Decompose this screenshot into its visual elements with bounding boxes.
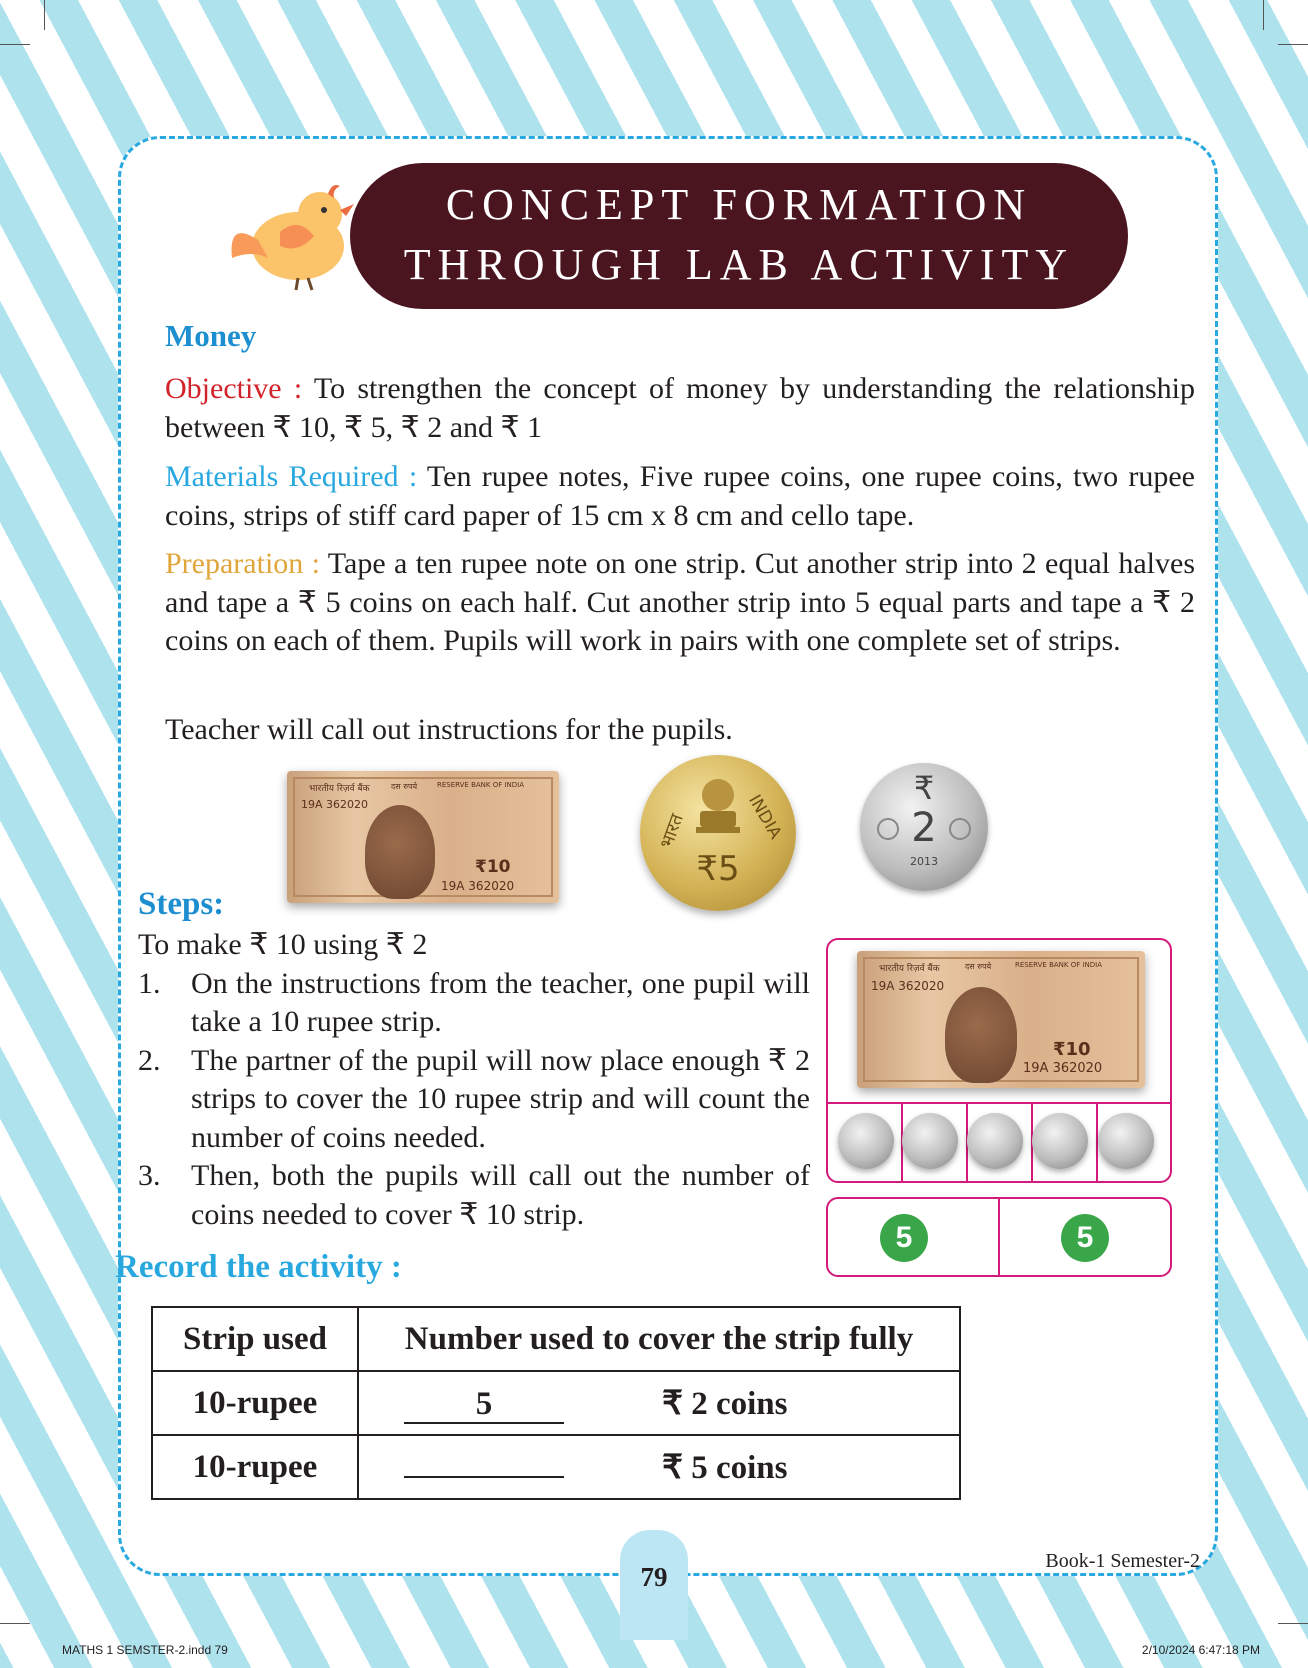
crop-mark [1278,44,1308,45]
materials-label: Materials Required : [165,460,418,493]
note-bank-english: RESERVE BANK OF INDIA [437,781,525,789]
step-item [138,1157,810,1234]
note-serial: 19A 362020 [871,979,945,993]
steps-list [138,926,810,1234]
note-bank-english: RESERVE BANK OF INDIA [1015,961,1103,969]
count-circle-left: 5 [880,1214,928,1262]
coin2-value: 2 [911,805,937,851]
coin5-right-text: INDIA [743,791,785,843]
step-text: The partner of the pupil will now place enough ₹ 2 strips to cover the 10 rupee strip and will count the number of coins needed. [191,1043,810,1154]
step-number: 2. [138,1043,161,1077]
materials-paragraph [165,458,1195,535]
count-circle-right: 5 [1061,1214,1109,1262]
materials-text: Ten rupee notes, Five rupee coins, one rupee coins, two rupee coins, strips of stiff card paper of 15 cm x 8 cm and cello tape. [165,460,1196,532]
section-heading: Money [165,318,257,353]
objective-label: Objective : [165,372,303,405]
note-value: ₹10 [475,857,511,877]
emblem-icon [692,771,744,841]
objective-text: To strengthen the concept of money by understanding the relationship between ₹ 10, ₹ 5, ₹ 2 and ₹ 1 [165,372,1195,444]
crop-mark [44,0,45,30]
note-serial: 19A 362020 [301,798,369,811]
preparation-paragraph [165,545,1195,661]
step-text: Then, both the pupils will call out the number of coins needed to cover ₹ 10 strip. [191,1159,810,1231]
step-number: 1. [138,966,161,1000]
preparation-text: Tape a ten rupee note on one strip. Cut another strip into 2 equal halves and tape a ₹ 5 coins on each half. Cut another strip into 5 equal parts and tape a ₹ 2 coins on each of them. Pupils will work in pairs with one complete set of strips. [165,547,1195,657]
ten-rupee-note-image [287,771,559,903]
record-table [151,1306,961,1500]
crop-mark [1263,0,1264,30]
row-unit: ₹ 2 coins [662,1385,788,1422]
table-header-row [152,1307,960,1371]
table-row [152,1371,960,1435]
footer-file-info: MATHS 1 SEMSTER-2.indd 79 [62,1643,228,1657]
steps-heading: Steps: [138,886,225,922]
crop-mark [1278,1623,1308,1624]
step-item [138,965,810,1042]
title-line-1: CONCEPT FORMATION [445,180,1033,229]
preparation-label: Preparation : [165,547,320,580]
row-value-cell [358,1435,960,1499]
two-rupee-coin-small [1098,1113,1154,1169]
coin2-year: 2013 [910,855,938,868]
ten-rupee-strip-note-image [857,951,1145,1088]
note-serial: 19A 362020 [1023,1061,1103,1076]
step-item [138,1042,810,1158]
bird-icon [228,180,358,292]
two-rupee-coin-small [838,1113,894,1169]
table-row [152,1435,960,1499]
note-value: ₹10 [1053,1039,1091,1060]
row-value-cell [358,1371,960,1435]
row-strip: 10-rupee [152,1435,358,1499]
title-line-2: THROUGH LAB ACTIVITY [403,240,1075,289]
answer-blank[interactable]: 5 [404,1386,564,1424]
coin5-value: ₹5 [696,849,740,889]
book-label: Book-1 Semester-2 [1045,1550,1200,1572]
note-hindi-value: दस रुपये [391,782,418,791]
teacher-line: Teacher will call out instructions for the pupils. [165,713,733,746]
strip-divider [826,1102,1172,1104]
row-strip: 10-rupee [152,1371,358,1435]
page-number: 79 [640,1562,668,1592]
flower-icon [874,803,974,853]
title-banner [350,163,1128,309]
footer-timestamp: 2/10/2024 6:47:18 PM [1141,1643,1260,1657]
coin2-symbol: ₹ [913,769,935,807]
crop-mark [0,44,30,45]
header-number-used: Number used to cover the strip fully [358,1307,960,1371]
two-rupee-coin-small [967,1113,1023,1169]
two-rupee-coin-small [1032,1113,1088,1169]
row-unit: ₹ 5 coins [662,1450,788,1486]
note-bank-hindi: भारतीय रिज़र्व बैंक [879,964,940,974]
note-hindi-value: दस रुपये [965,962,992,971]
step-number: 3. [138,1159,161,1192]
two-rupee-coin-small [902,1113,958,1169]
record-heading: Record the activity : [115,1249,402,1285]
two-rupee-coin-image [860,763,988,891]
crop-mark [0,1623,30,1624]
objective-paragraph [165,370,1195,447]
coin5-left-text: भारत [656,811,688,852]
step-text: On the instructions from the teacher, one pupil will take a 10 rupee strip. [191,966,810,1038]
note-bank-hindi: भारतीय रिज़र्व बैंक [309,784,370,794]
five-rupee-coin-image [640,755,796,911]
steps-intro: To make ₹ 10 using ₹ 2 [138,928,428,961]
answer-blank[interactable] [404,1476,564,1478]
count-box-divider [998,1197,1000,1277]
header-strip-used: Strip used [152,1307,358,1371]
note-serial: 19A 362020 [441,879,515,893]
